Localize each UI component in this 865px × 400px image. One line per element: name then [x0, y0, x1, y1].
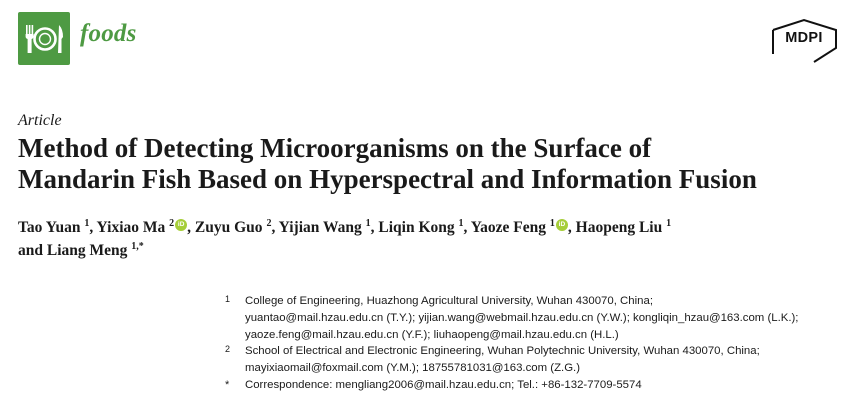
author-name: and Liang Meng [18, 242, 128, 259]
article-title [18, 133, 858, 195]
orcid-icon[interactable] [175, 219, 187, 231]
affiliation-emails: yaoze.feng@mail.hzau.edu.cn (Y.F.); liuhaopeng@mail.hzau.edu.cn (H.L.) [245, 328, 619, 341]
author-affiliation-sup: 2 [169, 218, 175, 229]
author [576, 219, 671, 236]
affiliation-emails: yuantao@mail.hzau.edu.cn (T.Y.); yijian.wang@webmail.hzau.edu.cn (Y.W.); kongliqin_hzau@163.com (L.K.); [245, 311, 799, 324]
correspondence-marker: * [225, 378, 230, 391]
affiliation-line: School of Electrical and Electronic Engineering, Wuhan Polytechnic University, Wuhan 430070, China; [245, 345, 760, 358]
author-list: Tao Yuan $^1$, Yixiao Ma $^2$iD , Zuyu Guo $^2$, Yijian Wang $^1$, Liqin Kong $^1$, Yaoze Feng $^1$iD , Haopeng Liu $^1$ and Liang Meng $^{1,*}$ [18, 216, 858, 262]
affiliation-emails: mayixiaomail@foxmail.com (Y.M.); 18755781031@163.com (Z.G.) [245, 362, 581, 375]
publisher-name: MDPI [785, 30, 823, 46]
author-affiliation-sup: 1 [458, 218, 464, 229]
author-affiliation-sup: 1 [365, 218, 371, 229]
author [18, 242, 144, 259]
author-affiliation-sup: 1 [84, 218, 90, 229]
author [18, 219, 89, 236]
affiliation-entry [225, 343, 855, 377]
correspondence-entry [225, 377, 855, 394]
author [279, 219, 371, 236]
orcid-icon[interactable] [556, 219, 568, 231]
title-line-2: Mandarin Fish Based on Hyperspectral and Information Fusion [18, 164, 757, 194]
publisher-logo [770, 18, 842, 64]
author [378, 219, 463, 236]
author-affiliation-sup: 1,* [131, 241, 144, 252]
author-name: Yijian Wang [278, 219, 362, 236]
affiliation-marker: 2 [225, 344, 231, 355]
title-line-1: Method of Detecting Microorganisms on the Surface of [18, 133, 652, 163]
affiliation-entry [225, 293, 855, 343]
author-affiliation-sup: 1 [666, 218, 672, 229]
author-name: Haopeng Liu [575, 219, 663, 236]
author-name: Yixiao Ma [96, 219, 166, 236]
author-affiliation-sup: 1 [549, 218, 555, 229]
author-name: Zuyu Guo [194, 219, 263, 236]
journal-name: foods [80, 20, 137, 47]
journal-logo-icon [18, 12, 70, 65]
author-affiliation-sup: 2 [266, 218, 272, 229]
author [471, 219, 568, 236]
author-name: Yaoze Feng [470, 219, 547, 236]
author [97, 219, 188, 236]
affiliation-marker: 1 [225, 294, 231, 304]
article-type: Article [18, 112, 62, 129]
correspondence-line: Correspondence: mengliang2006@mail.hzau.edu.cn; Tel.: +86-132-7709-5574 [245, 378, 642, 391]
author-name: Tao Yuan [18, 219, 81, 236]
author-name: Liqin Kong [378, 219, 455, 236]
affiliation-line: College of Engineering, Huazhong Agricultural University, Wuhan 430070, China; [245, 295, 653, 307]
affiliations [225, 293, 855, 394]
author [195, 219, 272, 236]
